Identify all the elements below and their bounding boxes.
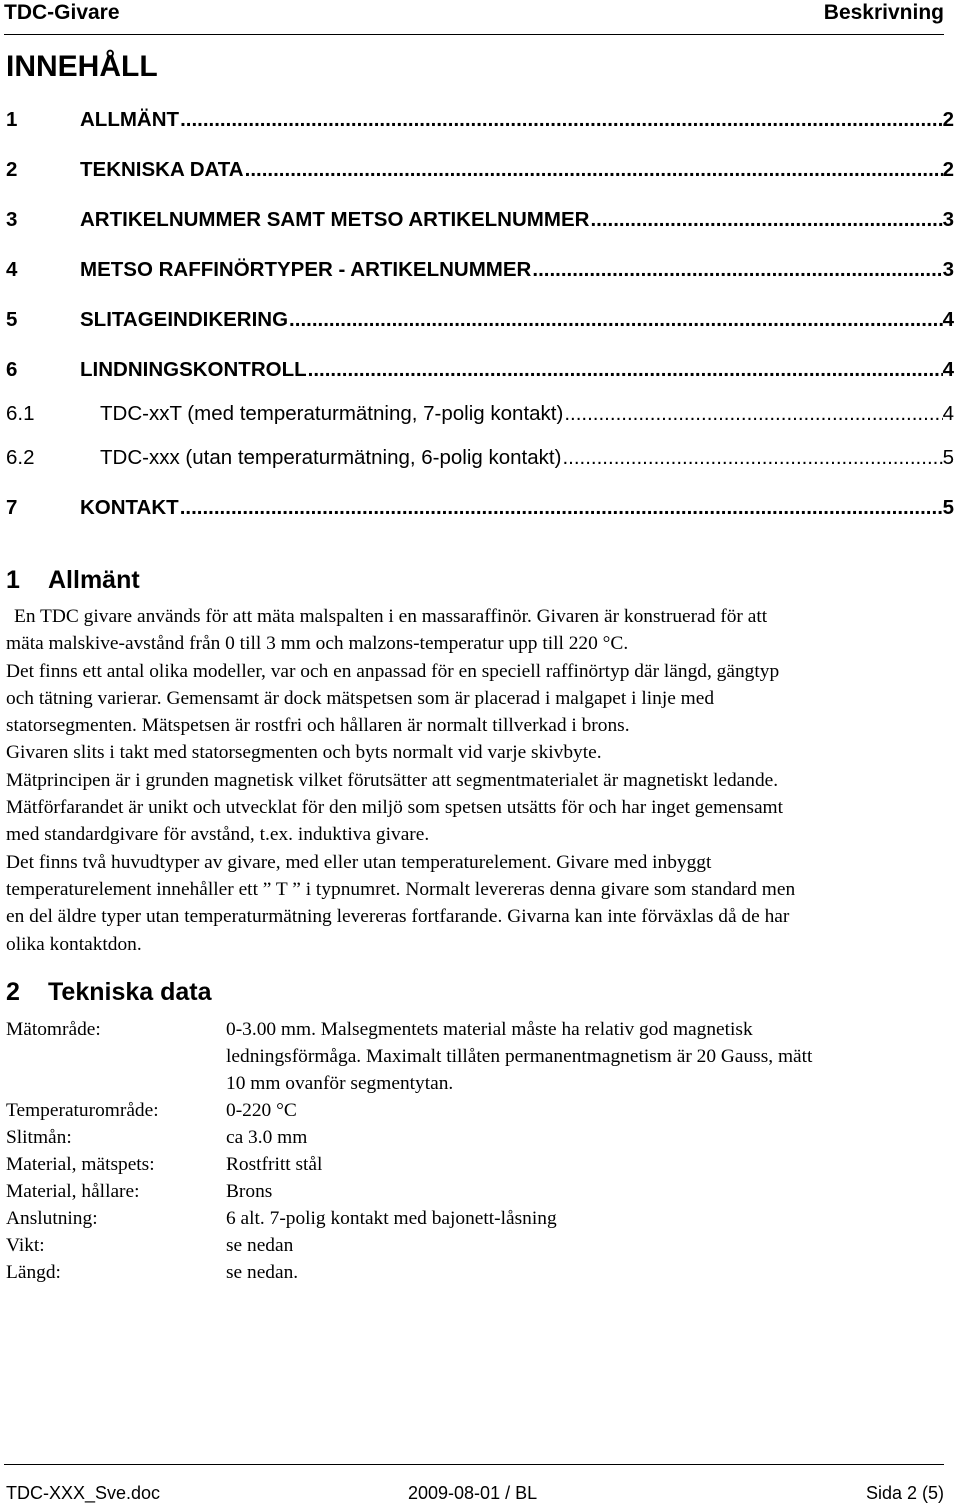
toc-entry-text: TDC-xxx (utan temperaturmätning, 6-polig kontakt)	[100, 446, 562, 469]
toc-entry[interactable]	[6, 258, 954, 308]
spec-label: Mätområde:	[6, 1019, 101, 1040]
header-doc-type: Beskrivning	[823, 1, 944, 24]
spec-row	[6, 1178, 950, 1205]
body-line: och tätning varierar. Gemensamt är dock mätspetsen som är placerad i malgapet i linje med	[6, 687, 715, 709]
spec-row	[6, 1151, 950, 1178]
section-title: Allmänt	[48, 566, 140, 594]
spec-label: Slitmån:	[6, 1127, 72, 1148]
toc-entry-page: 3	[942, 258, 954, 281]
toc-leader-dots	[531, 258, 942, 282]
toc-entry[interactable]	[6, 108, 954, 158]
spec-row	[6, 1124, 950, 1151]
footer-filename: TDC-XXX_Sve.doc	[6, 1483, 161, 1503]
toc-entry-number: 6.2	[6, 446, 35, 469]
spec-value: 0-220 °C	[226, 1100, 297, 1121]
toc-entry[interactable]	[6, 308, 954, 358]
spec-value: se nedan	[226, 1235, 294, 1256]
toc-entry-text: LINDNINGSKONTROLL	[80, 358, 307, 381]
body-line: En TDC givare används för att mäta malspalten i en massaraffinör. Givaren är konstruerad för att	[14, 606, 768, 627]
spec-label: Anslutning:	[6, 1208, 98, 1229]
toc-subentry[interactable]	[6, 402, 954, 446]
spec-row	[6, 1259, 950, 1286]
toc-entry-text: METSO RAFFINÖRTYPER - ARTIKELNUMMER	[80, 258, 532, 281]
toc-entry-text: ARTIKELNUMMER SAMT METSO ARTIKELNUMMER	[80, 208, 590, 231]
footer-date-author: 2009-08-01 / BL	[408, 1483, 538, 1503]
toc-entry-number: 5	[6, 308, 18, 331]
header-doc-title: TDC-Givare	[4, 1, 120, 24]
spec-value: ca 3.0 mm	[226, 1127, 308, 1148]
spec-value	[226, 1016, 950, 1097]
spec-label: Material, mätspets:	[6, 1154, 155, 1175]
toc-leader-dots	[561, 446, 942, 470]
body-line: Mätförfarandet är unikt och utvecklat för den miljö som spetsen utsätts för och har inget gemensamt	[6, 797, 784, 819]
body-line: Det finns två huvudtyper av givare, med eller utan temperaturelement. Givare med inbyggt	[6, 851, 712, 873]
body-line: Det finns ett antal olika modeller, var och en anpassad för en speciell raffinörtyp där längd, gängtyp	[6, 660, 780, 682]
toc-entry-page: 4	[942, 358, 954, 381]
toc-leader-dots	[307, 358, 943, 382]
toc-entry-text: TDC-xxT (med temperaturmätning, 7-polig kontakt)	[100, 402, 564, 425]
toc-entry-text: KONTAKT	[80, 496, 179, 519]
toc-title: INNEHÅLL	[6, 50, 158, 83]
spec-row	[6, 1205, 950, 1232]
body-line: mäta malskive-avstånd från 0 till 3 mm och malzons-temperatur upp till 220 °C.	[6, 633, 629, 655]
toc-entry-number: 3	[6, 208, 18, 231]
page-footer	[4, 1464, 944, 1505]
spec-value: Rostfritt stål	[226, 1154, 323, 1175]
toc-entry-text: TEKNISKA DATA	[80, 158, 244, 181]
section-number: 1	[6, 566, 20, 594]
toc-leader-dots	[179, 496, 943, 520]
toc-entry-page: 4	[942, 402, 954, 425]
toc-entry-text: SLITAGEINDIKERING	[80, 308, 289, 331]
spec-label: Temperaturområde:	[6, 1100, 159, 1121]
toc-entry-page: 4	[942, 308, 954, 331]
spec-value-line: 10 mm ovanför segmentytan.	[226, 1073, 454, 1094]
body-line: Givaren slits i takt med statorsegmenten och byts normalt vid varje skivbyte.	[6, 742, 602, 764]
toc-leader-dots	[563, 402, 942, 426]
spec-value: se nedan.	[226, 1262, 299, 1283]
spec-row	[6, 1097, 950, 1124]
toc-entry-number: 6.1	[6, 402, 35, 425]
toc-entry-page: 3	[942, 208, 954, 231]
toc-leader-dots	[179, 108, 943, 132]
body-line: olika kontaktdon.	[6, 933, 142, 955]
body-line: med standardgivare för avstånd, t.ex. induktiva givare.	[6, 824, 430, 846]
spec-value: 6 alt. 7-polig kontakt med bajonett-låsning	[226, 1208, 557, 1229]
spec-value-line: ledningsförmåga. Maximalt tillåten permanentmagnetism är 20 Gauss, mätt	[226, 1046, 813, 1067]
body-line: Mätprincipen är i grunden magnetisk vilket förutsätter att segmentmaterialet är magnetiskt ledande.	[6, 769, 779, 791]
toc-entry-number: 7	[6, 496, 18, 519]
body-line: en del äldre typer utan temperaturmätning levereras fortfarande. Givarna kan inte förväxlas då de har	[6, 906, 790, 928]
toc-leader-dots	[244, 158, 943, 182]
toc-entry-page: 2	[942, 158, 954, 181]
toc-subentry[interactable]	[6, 446, 954, 496]
toc-entry[interactable]	[6, 496, 954, 546]
spec-row	[6, 1232, 950, 1259]
page-header	[4, 0, 944, 35]
table-of-contents	[6, 108, 954, 546]
toc-leader-dots	[589, 208, 942, 232]
footer-page-number: Sida 2 (5)	[865, 1483, 944, 1503]
toc-entry-number: 1	[6, 108, 18, 131]
spec-value-line: 0-3.00 mm. Malsegmentets material måste ha relativ god magnetisk	[226, 1019, 753, 1040]
spec-label: Längd:	[6, 1262, 61, 1283]
section-body	[6, 603, 950, 958]
spec-value: Brons	[226, 1181, 273, 1202]
toc-entry[interactable]	[6, 158, 954, 208]
body-line: statorsegmenten. Mätspetsen är rostfri och hållaren är normalt tillverkad i brons.	[6, 715, 630, 737]
toc-entry-number: 2	[6, 158, 18, 181]
spec-label: Vikt:	[6, 1235, 45, 1256]
section-number: 2	[6, 978, 20, 1006]
toc-entry-number: 4	[6, 258, 18, 281]
toc-entry-number: 6	[6, 358, 18, 381]
section-heading	[6, 566, 140, 595]
toc-entry[interactable]	[6, 358, 954, 402]
toc-entry-page: 5	[942, 446, 954, 469]
toc-entry-page: 2	[942, 108, 954, 131]
section-heading	[6, 978, 212, 1007]
section-title: Tekniska data	[48, 978, 212, 1006]
spec-list	[6, 1016, 950, 1286]
toc-entry-page: 5	[942, 496, 954, 519]
toc-leader-dots	[288, 308, 943, 332]
body-line: temperaturelement innehåller ett ” T ” i typnumret. Normalt levereras denna givare som standard men	[6, 878, 796, 900]
toc-entry-text: ALLMÄNT	[80, 108, 180, 131]
spec-label: Material, hållare:	[6, 1181, 140, 1202]
toc-entry[interactable]	[6, 208, 954, 258]
spec-row	[6, 1016, 950, 1097]
